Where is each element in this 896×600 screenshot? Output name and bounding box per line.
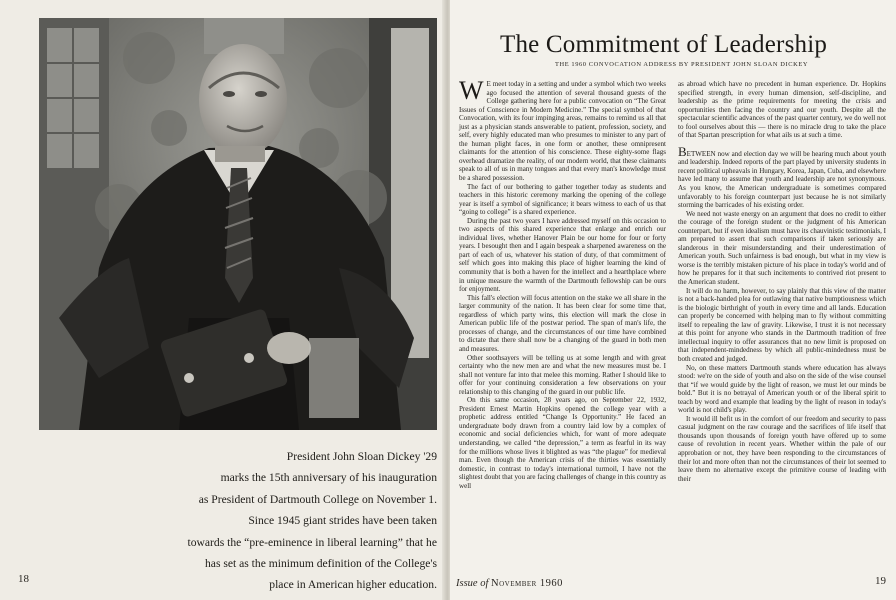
continued-paragraph: as abroad which have no precedent in human experience. Dr. Hopkins specified strength, in every human dimension, self-discipline, and leadership as the prime requirements for meeting the crisis and opportunities then facing the country and our youth. Despite all the spectacular scientific advances of the past quarter century, we do well not to fool ourselves about this — there is no miracle drug to take the place of that Spartan prescription for what ails us at such a time.	[678, 80, 886, 140]
article-title: The Commitment of Leadership	[500, 31, 828, 58]
issue-date: November 1960	[491, 578, 563, 589]
opening-paragraph	[459, 76, 666, 183]
section-opening-paragraph	[678, 143, 886, 210]
caption-line: President John Sloan Dickey '29	[286, 450, 437, 463]
caption-line: has set as the minimum definition of the College's	[205, 557, 437, 571]
issue-footer	[456, 578, 563, 589]
paragraph: No, on these matters Dartmouth stands where education has always stood: we're on the side of youth and also on the side of the wise counsel that “if we would guide by the light of reason, we must let our minds be bold.” But it is no betrayal of American youth or of the liberal spirit to teach by word and example that leading by the light of reason in today's world is not child's play.	[678, 363, 886, 415]
paragraph: It will do no harm, however, to say plainly that this view of the matter is not a back-handed plea for outlawing that native bumptiousness which is the biologic birthright of youth in every time and all lands. Education can properly be concerned with helping man to fly without committing itself to repealing the law of gravity. Likewise, I trust it is not necessary at this point for anyone who stands in the Dartmouth tradition of free intellectual inquiry to offer assurances that no new limit is proposed on that independent-mindedness by which all public-mindedness must be both created and judged.	[678, 286, 886, 363]
article-subtitle: THE 1960 CONVOCATION ADDRESS BY PRESIDENT JOHN SLOAN DICKEY	[555, 61, 809, 68]
text-column-2	[678, 80, 886, 483]
paragraph: Other soothsayers will be telling us at some length and with great certainty who the new men are and what the new measures must be. I shall not venture far into that melee this morning. Rather I should like to offer for your continuing consideration a few observations on your relationship to this changing of the guard in our public life.	[459, 353, 666, 396]
drop-cap: W	[459, 76, 484, 105]
left-page	[0, 0, 446, 600]
caption-line: towards the “pre-eminence in liberal learning” that he	[187, 535, 437, 549]
paragraph: It would ill befit us in the comfort of our freedom and security to pass casual judgment on the raw courage and the sacrifices of life itself that thousands upon thousands of foreign youth have offered up to some cause of revolution in recent years. Whether within the pale of our approbation or not, they have been responding to the circumstances of their lot and more often than not the circumstances of their lot seemed to leave them no alternative except the primitive course of leading with their	[678, 414, 886, 483]
opening-text: E meet today in a setting and under a symbol which two weeks ago focused the attention of several thousand guests of the College gathering here for a public convocation on “The Great Issues of Conscience in Modern Medicine.” The special symbol of that Convocation, with its four impinging areas, remains to remind us all that just as a physician stands answerable to patient, profession, society, and self, every highly educated man who presumes to minister to any part of the human plight faces, in one form or another, these omnipresent claimants for the attention of his conscience. These eighty-some flags overhead dramatize the reality, of our modern world, that these claimants speak to all of us in many tongues and that every man's knowledge must be a shared possession.	[459, 80, 666, 183]
photo-caption	[150, 446, 437, 596]
paragraph: During the past two years I have addressed myself on this occasion to two aspects of this shared experience that enlarge and enrich our individual lives, whether Hanover Plain be our home for four or forty years. I besought then and I again bespeak a sharpened awareness on the part of each of us, whatever his station of duty, of that commitment of self which goes into making this place of higher learning the kind of community that is both a haven for the intellect and a hearthplace where in unique measure the warmth of the Dartmouth fellowship can be ours for enjoyment.	[459, 216, 666, 294]
page-number-left: 18	[18, 573, 29, 585]
portrait-illustration	[39, 18, 437, 430]
section-lead: ETWEEN	[686, 149, 716, 158]
portrait-photo	[39, 18, 437, 430]
paragraph: We need not waste energy on an argument that does no credit to either the courage of the foreign student or the judgment of his American counterpart, but if even idealism must have its chauvinistic testimonials, I am prepared to assert that such comparisons if taken seriously are slanderous in their misunderstanding and their underestimation of American youth. Such unfairness is bad enough, but what in my view is worse is the terribly mistaken picture of his place in today's world and of how he prepares for it that such incitements to contrived riot present to the American student.	[678, 209, 886, 287]
paragraph: This fall's election will focus attention on the stake we all share in the larger community of the nation. It has been clear for some time that, regardless of which party wins, this election will mark the close in American public life of the postwar period. The span of man's life, the processes of change, and the circumstances of our time have combined to dictate that there shall now be a changing of the guard in both men and measures.	[459, 293, 666, 353]
section-initial: B	[678, 143, 687, 159]
caption-line: place in American higher education.	[269, 578, 437, 592]
paragraph: The fact of our bothering to gather together today as students and teachers in this historic ceremony marking the opening of the college year is itself a symbol of significance; it bears witness to each of us that “going to college” is a shared experience.	[459, 182, 666, 217]
caption-line: Since 1945 giant strides have been taken	[248, 514, 437, 528]
issue-prefix: Issue of	[456, 578, 489, 589]
text-column-1	[459, 76, 666, 490]
caption-line: as President of Dartmouth College on November 1.	[198, 492, 437, 506]
page-number-right: 19	[875, 575, 886, 587]
caption-line: marks the 15th anniversary of his inauguration	[220, 471, 437, 485]
section-text: now and election day we will be hearing much about youth and leadership. Indeed reports of the part played by university students in recent political upheavals in Hungary, Korea, Japan, Cuba, and elsewhere have led many to assume that youth and leadership are not synonymous. As you know, the American undergraduate is sometimes compared unfavorably to his foreign counterpart just because he is not similarly storming the barricades of his existing order.	[678, 149, 886, 210]
paragraph: On this same occasion, 28 years ago, on September 22, 1932, President Ernest Martin Hopkins opened the college year with a prophetic address entitled “Change Is Opportunity.” He faced an undergraduate body drawn from a country laid low by a complex of economic and social deficiencies which, for want of more adequate understanding, we called “the depression,” a term as fearful in its way for the millions whose lives it blighted as was “the plague” for medieval man. Even though the American crisis of the thirties was essentially domestic, in contrast to today's international turmoil, I have not the slightest doubt that you are facing challenges of change in this country as well	[459, 396, 666, 490]
